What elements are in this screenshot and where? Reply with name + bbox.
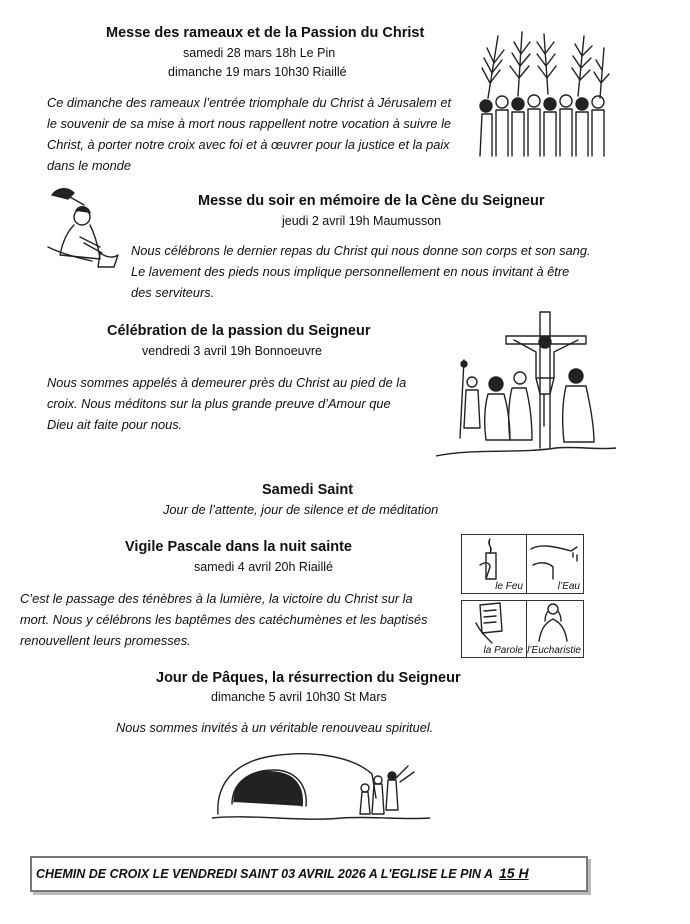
banner-announcement: CHEMIN DE CROIX LE VENDREDI SAINT 03 AVRIL 2026 A L'EGLISE LE PIN A bbox=[36, 867, 493, 881]
vigile-text-line: renouvellent leurs promesses. bbox=[20, 633, 191, 648]
samedi-title: Samedi Saint bbox=[262, 482, 354, 498]
rameaux-text-line: Ce dimanche des rameaux l’entrée triomphale du Christ à Jérusalem et bbox=[47, 95, 452, 110]
palm-crowd-illustration bbox=[478, 28, 610, 158]
vigile-date: samedi 4 avril 20h Riaillé bbox=[194, 560, 333, 574]
cene-date: jeudi 2 avril 19h Maumusson bbox=[282, 214, 442, 228]
rameaux-text-line: dans le monde bbox=[47, 158, 131, 173]
rameaux-text-line: le souvenir de sa mise à mort nous rappellent notre vocation à suivre le bbox=[47, 116, 452, 131]
vigile-text-line: mort. Nous y célébrons les baptêmes des catéchumènes et les baptisés bbox=[20, 612, 428, 627]
paques-title: Jour de Pâques, la résurrection du Seigneur bbox=[156, 670, 461, 686]
passion-date: vendredi 3 avril 19h Bonnoeuvre bbox=[142, 344, 322, 358]
panel-label: le Feu bbox=[495, 581, 523, 592]
passion-text-line: croix. Nous méditons sur la plus grande preuve d’Amour que bbox=[47, 396, 391, 411]
rameaux-text bbox=[47, 92, 477, 176]
empty-tomb-illustration bbox=[212, 744, 430, 826]
panel-label: l’Eucharistie bbox=[527, 645, 581, 656]
rameaux-title: Messe des rameaux et de la Passion du Christ bbox=[106, 25, 425, 41]
paques-date: dimanche 5 avril 10h30 St Mars bbox=[211, 690, 387, 704]
panel-label: la Parole bbox=[483, 645, 523, 656]
passion-text-line: Dieu ait faite pour nous. bbox=[47, 417, 183, 432]
rameaux-date-2: dimanche 19 mars 10h30 Riaillé bbox=[168, 65, 347, 79]
vigile-text bbox=[20, 588, 450, 651]
banner-time: 15 H bbox=[499, 865, 529, 881]
crucifixion-illustration bbox=[436, 308, 616, 460]
cene-text bbox=[131, 240, 651, 303]
samedi-text: Jour de l’attente, jour de silence et de méditation bbox=[163, 502, 439, 517]
cene-title: Messe du soir en mémoire de la Cène du Seigneur bbox=[198, 193, 545, 209]
rameaux-date-1: samedi 28 mars 18h Le Pin bbox=[183, 46, 336, 60]
banner-text bbox=[36, 865, 529, 881]
vigil-panel-eucharist bbox=[526, 600, 584, 658]
passion-text-line: Nous sommes appelés à demeurer près du Christ au pied de la bbox=[47, 375, 407, 390]
vigil-panel-water bbox=[526, 534, 584, 594]
vigil-panel-fire bbox=[461, 534, 527, 594]
paques-text: Nous sommes invités à un véritable renouveau spirituel. bbox=[116, 720, 434, 735]
foot-washing-illustration bbox=[40, 183, 124, 271]
rameaux-text-line: Christ, à porter notre croix avec foi et à œuvrer pour la justice et la paix bbox=[47, 137, 450, 152]
chemin-de-croix-banner bbox=[30, 856, 588, 892]
passion-title: Célébration de la passion du Seigneur bbox=[107, 323, 371, 339]
vigile-text-line: C’est le passage des ténèbres à la lumière, la victoire du Christ sur la bbox=[20, 591, 413, 606]
passion-text bbox=[47, 372, 447, 435]
cene-text-line: Nous célébrons le dernier repas du Christ qui nous donne son corps et son sang. bbox=[131, 243, 591, 258]
vigil-panel-word bbox=[461, 600, 527, 658]
cene-text-line: des serviteurs. bbox=[131, 285, 215, 300]
panel-label: l’Eau bbox=[557, 581, 580, 592]
vigile-title: Vigile Pascale dans la nuit sainte bbox=[125, 539, 352, 555]
cene-text-line: Le lavement des pieds nous implique personnellement en nous invitant à être bbox=[131, 264, 570, 279]
